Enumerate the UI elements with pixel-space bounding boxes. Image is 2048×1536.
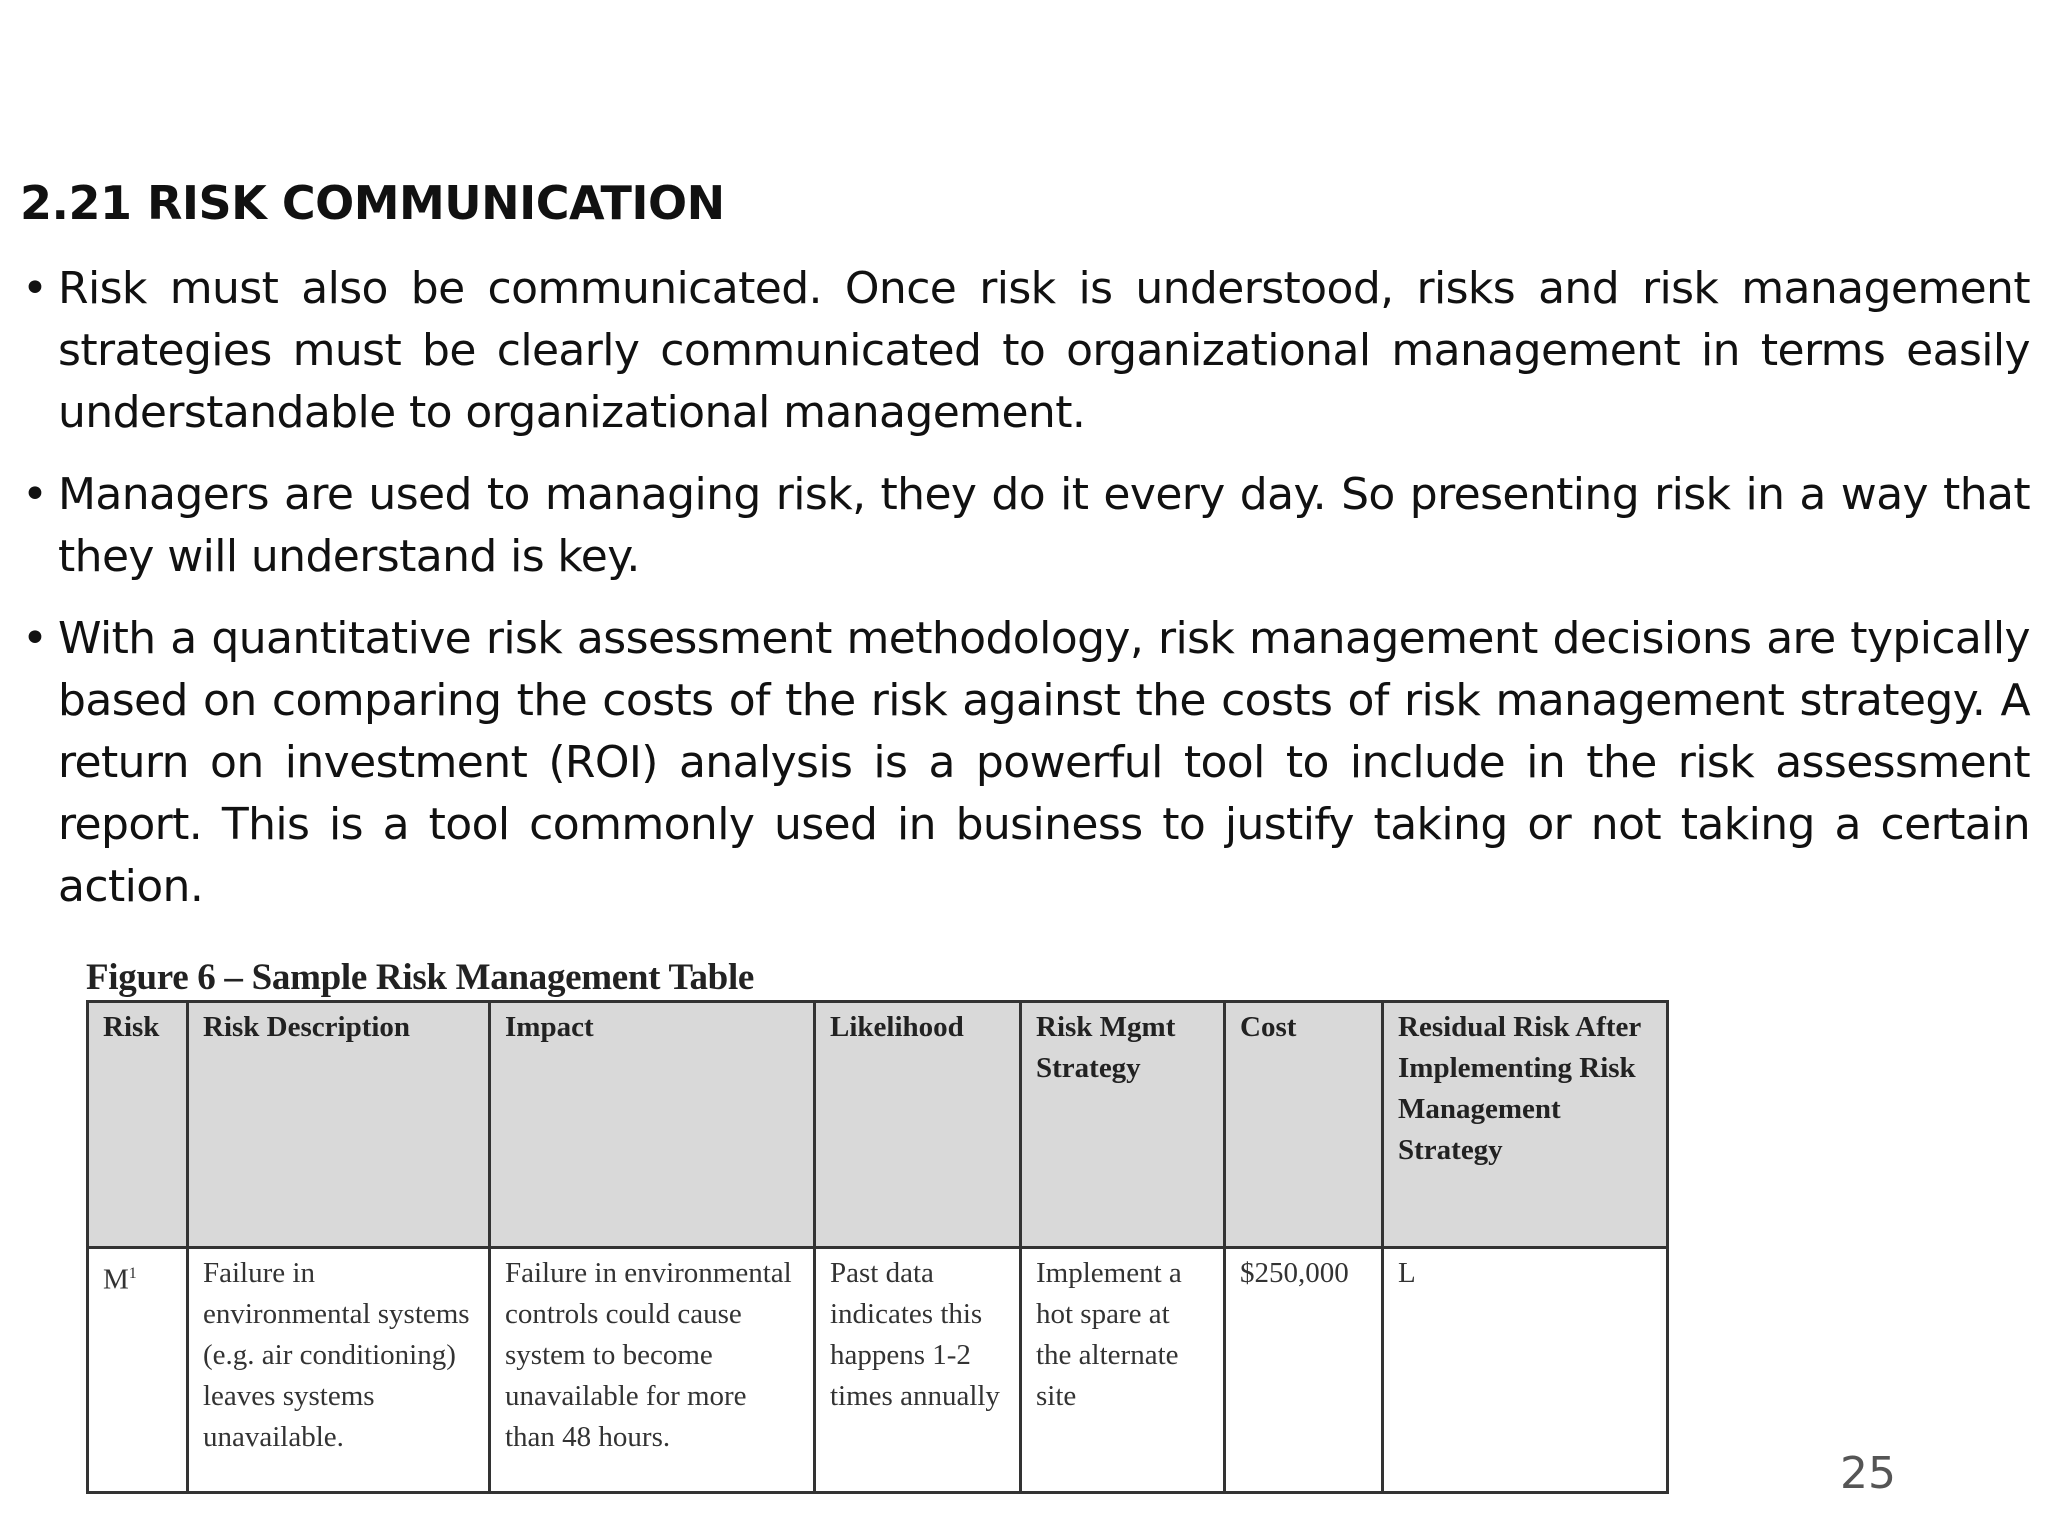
bullet-item bbox=[22, 464, 2030, 588]
bullet-text: With a quantitative risk assessment methodology, risk management decisions are typically based on comparing the costs of the risk against the costs of risk management strategy. A return on investment (ROI) analysis is a powerful tool to include in the risk assessment report. This is a tool commonly used in business to justify taking or not taking a certain action. bbox=[58, 613, 2030, 912]
bullet-text: Risk must also be communicated. Once risk is understood, risks and risk management strategies must be clearly communicated to organizational management in terms easily understandable to organizational management. bbox=[58, 263, 2030, 438]
risk-id-footnote: 1 bbox=[128, 1265, 137, 1282]
figure-caption: Figure 6 – Sample Risk Management Table bbox=[86, 957, 755, 998]
column-header-risk-description: Risk Description bbox=[188, 1002, 490, 1248]
cell-risk bbox=[88, 1248, 188, 1493]
bullet-item bbox=[22, 258, 2030, 444]
table-header-row bbox=[88, 1002, 1668, 1248]
cell-impact: Failure in environmental controls could cause system to become unavailable for more than 48 hours. bbox=[490, 1248, 815, 1493]
risk-management-table bbox=[86, 1000, 1669, 1494]
risk-id-text: M bbox=[103, 1263, 129, 1296]
column-header-risk-mgmt-strategy: Risk Mgmt Strategy bbox=[1021, 1002, 1225, 1248]
cell-residual-risk: L bbox=[1383, 1248, 1668, 1493]
column-header-likelihood: Likelihood bbox=[815, 1002, 1021, 1248]
cell-risk-mgmt-strategy: Implement a hot spare at the alternate site bbox=[1021, 1248, 1225, 1493]
bullet-dot-icon: • bbox=[22, 613, 48, 664]
cell-likelihood: Past data indicates this happens 1-2 times annually bbox=[815, 1248, 1021, 1493]
slide-title: 2.21 RISK COMMUNICATION bbox=[20, 176, 725, 230]
figure bbox=[86, 956, 1666, 1494]
column-header-impact: Impact bbox=[490, 1002, 815, 1248]
cell-cost: $250,000 bbox=[1225, 1248, 1383, 1493]
bullet-dot-icon: • bbox=[22, 263, 48, 314]
column-header-cost: Cost bbox=[1225, 1002, 1383, 1248]
bullet-dot-icon: • bbox=[22, 469, 48, 520]
page-number: 25 bbox=[1840, 1448, 1896, 1499]
column-header-residual-risk: Residual Risk After Implementing Risk Management Strategy bbox=[1383, 1002, 1668, 1248]
table-row bbox=[88, 1248, 1668, 1493]
column-header-risk: Risk bbox=[88, 1002, 188, 1248]
bullet-text: Managers are used to managing risk, they do it every day. So presenting risk in a way that they will understand is key. bbox=[58, 469, 2030, 582]
bullet-item bbox=[22, 608, 2030, 918]
cell-risk-description: Failure in environmental systems (e.g. air conditioning) leaves systems unavailable. bbox=[188, 1248, 490, 1493]
bullet-list bbox=[22, 258, 2030, 938]
